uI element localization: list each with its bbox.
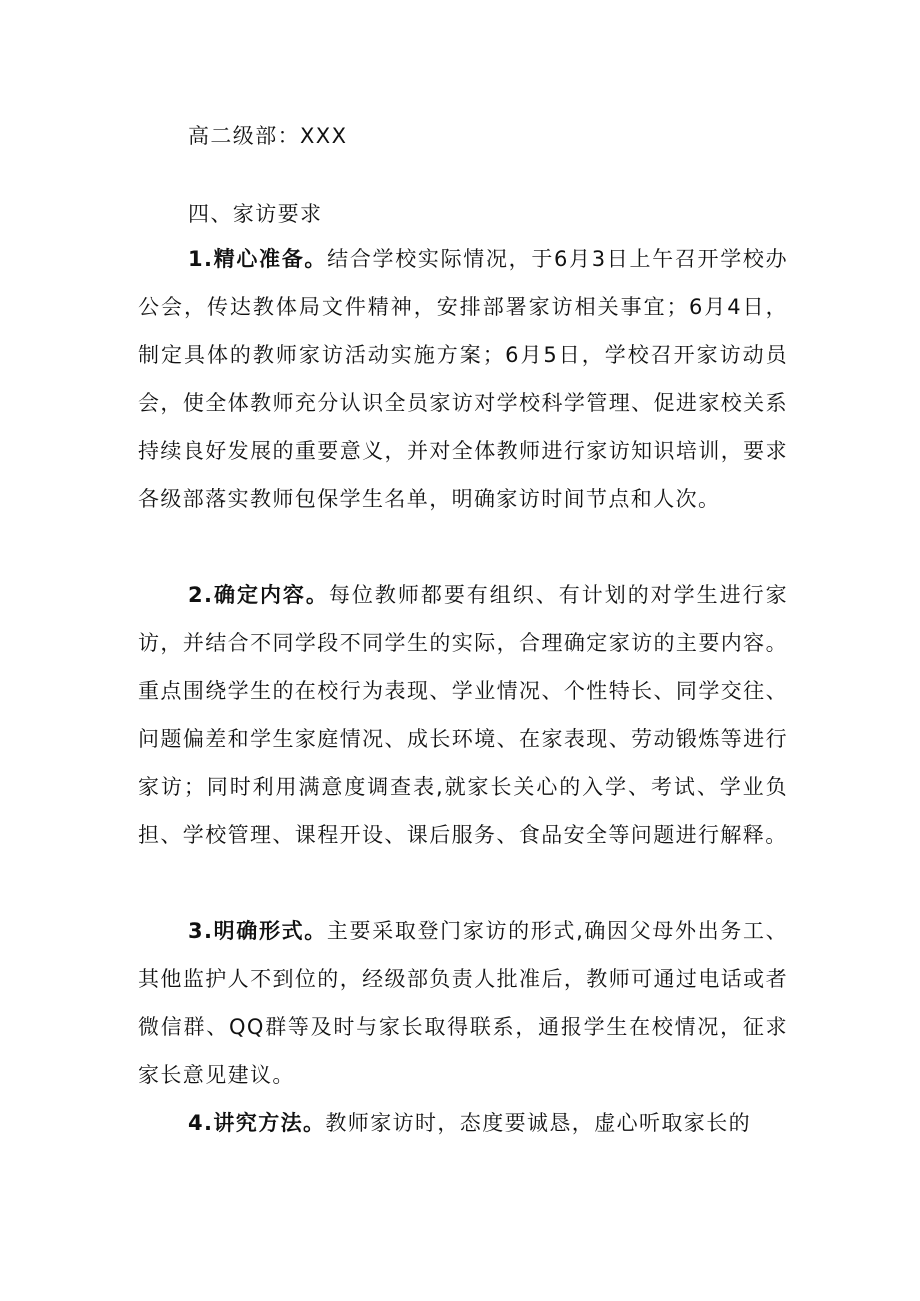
paragraph-text: 教师家访时，态度要诚恳，虚心听取家长的 — [325, 1111, 751, 1135]
paragraph-preparation — [138, 235, 788, 523]
paragraph-format — [138, 907, 788, 1099]
grade-line: 高二级部：XXX — [188, 124, 348, 148]
paragraph-lead: 1.精心准备。 — [188, 247, 328, 271]
paragraph-lead: 3.明确形式。 — [188, 919, 327, 943]
paragraph-lead: 2.确定内容。 — [188, 583, 329, 607]
paragraph-lead: 4.讲究方法。 — [188, 1111, 326, 1135]
paragraph-text: 主要采取登门家访的形式,确因父母外出务工、其他监护人不到位的，经级部负责人批准后，教师可通过电话或者微信群、QQ群等及时与家长取得联系，通报学生在校情况，征求家长意见建议。 — [138, 919, 789, 1087]
paragraph-text: 结合学校实际情况，于6月3日上午召开学校办公会，传达教体局文件精神，安排部署家访相关事宜；6月4日，制定具体的教师家访活动实施方案；6月5日，学校召开家访动员会，使全体教师充分认识全员家访对学校科学管理、促进家校关系持续良好发展的重要意义，并对全体教师进行家访知识培训，要求各级部落实教师包保学生名单，明确家访时间节点和人次。 — [138, 247, 789, 511]
section-title: 四、家访要求 — [188, 202, 323, 226]
paragraph-content — [138, 571, 788, 859]
paragraph-method — [138, 1099, 788, 1147]
paragraph-text: 每位教师都要有组织、有计划的对学生进行家访，并结合不同学段不同学生的实际，合理确定家访的主要内容。重点围绕学生的在校行为表现、学业情况、个性特长、同学交往、问题偏差和学生家庭情况、成长环境、在家表现、劳动锻炼等进行家访；同时利用满意度调查表,就家长关心的入学、考试、学业负担、学校管理、课程开设、课后服务、食品安全等问题进行解释。 — [138, 583, 789, 847]
